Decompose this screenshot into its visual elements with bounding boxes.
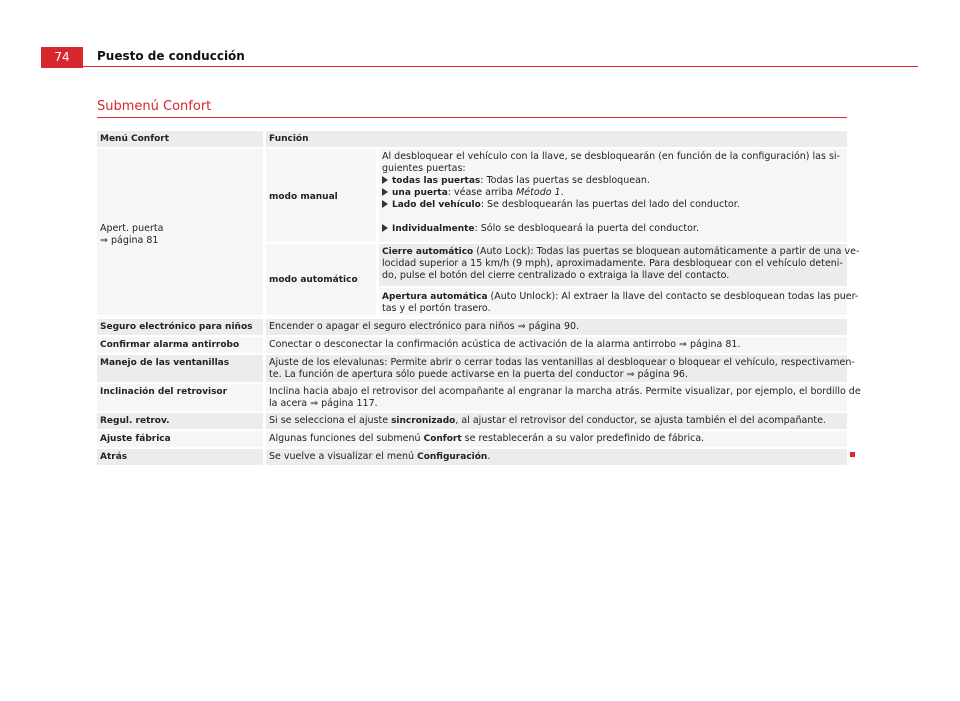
table-header-row [97,131,847,147]
apert-label: Apert. puerta [100,223,164,234]
cierre-automatico-term: Cierre automático [382,247,474,257]
end-of-section-marker [850,452,855,457]
page-number: 74 [41,47,83,68]
triangle-bullet-icon [382,176,388,184]
row-label: Confirmar alarma antirrobo [97,337,263,353]
row-label: Ajuste fábrica [97,431,263,447]
running-header: Puesto de conducción [97,49,245,63]
apertura-automatica-desc: Apertura automática (Auto Unlock): Al extraer la llave del contacto se desbloquean todas las puer- tas y el portón trasero. [379,288,847,315]
table-row-apert-puerta [97,149,860,315]
modo-manual-cell [266,149,376,242]
row-label: Regul. retrov. [97,413,263,429]
modo-manual-label: modo manual [269,192,338,202]
modo-automatico-cell [266,244,376,315]
manual-intro-1: Al desbloquear el vehículo con la llave, se desbloquearán (en función de la configuración) las si- [382,151,840,162]
table-row [97,431,847,447]
triangle-bullet-icon [382,188,388,196]
row-label: Inclinación del retrovisor [97,384,263,411]
row-text: Se vuelve a visualizar el menú Configuración. [266,449,847,465]
row-label: Manejo de las ventanillas [97,355,263,382]
cierre-automatico-desc: Cierre automático (Auto Lock): Todas las puertas se bloquean automáticamente a partir de una ve- locidad superior a 15 km/h (9 mph), aproximadamente. Para desbloquear con el vehículo deteni- do, pulse el botón del cierre centralizado o extraiga la llave del contacto. [379,244,847,286]
apert-page-ref: ⇒ página 81 [100,235,159,246]
row-text: Encender o apagar el seguro electrónico para niños ⇒ página 90. [266,319,847,335]
bullet-lado: Lado del vehículo: Se desbloquearán las puertas del lado del conductor. [382,199,844,211]
row-text: Si se selecciona el ajuste sincronizado, al ajustar el retrovisor del conductor, se ajusta también el del acompañante. [266,413,847,429]
modo-manual-desc [379,149,847,242]
row-text: Algunas funciones del submenú Confort se restablecerán a su valor predefinido de fábrica. [266,431,847,447]
table-row [97,337,847,353]
table-row [97,413,847,429]
table-row [97,449,847,465]
col-header-function: Función [266,131,847,147]
apert-label-cell [97,149,263,315]
manual-intro-2: guientes puertas: [382,163,466,174]
row-text: Conectar o desconectar la confirmación acústica de activación de la alarma antirrobo ⇒ página 81. [266,337,847,353]
row-text: Ajuste de los elevalunas: Permite abrir o cerrar todas las ventanillas al desbloquear o bloquear el vehículo, respectivamen- te. La función de apertura sólo puede activarse en la puerta del conductor ⇒ página 96. [266,355,847,382]
triangle-bullet-icon [382,224,388,232]
modo-automatico-label: modo automático [269,275,358,285]
header-rule [83,66,918,67]
row-label: Seguro electrónico para niños [97,319,263,335]
section-title: Submenú Confort [97,99,212,114]
table-row [97,355,855,382]
section-rule [97,117,847,118]
apertura-automatica-term: Apertura automática [382,292,488,302]
row-label: Atrás [97,449,263,465]
table-row [97,319,847,335]
triangle-bullet-icon [382,200,388,208]
col-header-menu: Menú Confort [97,131,263,147]
table-row [97,384,861,411]
bullet-individual: Individualmente: Sólo se desbloqueará la puerta del conductor. [382,223,844,235]
bullet-una: una puerta: véase arriba Método 1. [382,187,844,199]
bullet-todas: todas las puertas: Todas las puertas se desbloquean. [382,175,844,187]
row-text: Inclina hacia abajo el retrovisor del acompañante al engranar la marcha atrás. Permite visualizar, por ejemplo, el bordillo de la acera ⇒ página 117. [266,384,847,411]
